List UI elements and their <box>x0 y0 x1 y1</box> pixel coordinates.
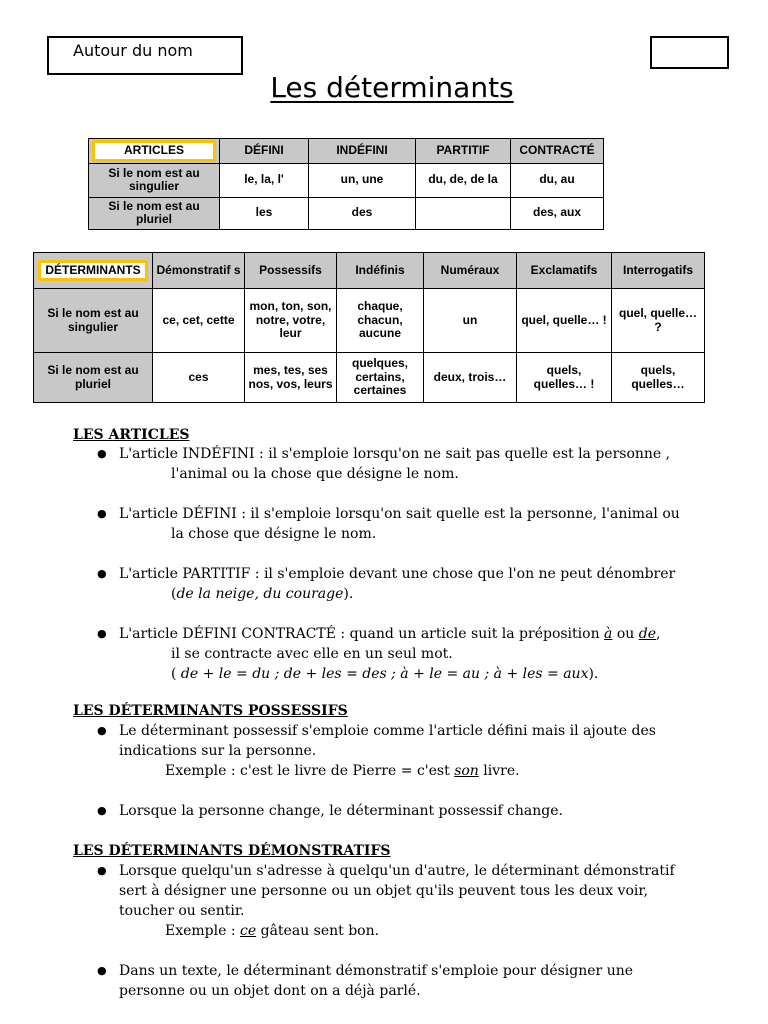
list-item: ● Lorsque quelqu'un s'adresse à quelqu'un d'autre, le déterminant démonstratif sert à désigner une personne ou un objet qu'ils peuvent tous les deux voir, toucher ou sentir. Exemple : ce gâteau sent bon. <box>97 863 675 939</box>
row-label: Si le nom est au pluriel <box>89 197 220 229</box>
table-header-cell: ARTICLES <box>89 139 220 164</box>
table-cell: le, la, l' <box>220 163 309 197</box>
table-header-cell: Numéraux <box>424 253 517 289</box>
table-cell: mon, ton, son, notre, votre, leur <box>245 289 337 353</box>
determinants-table <box>33 252 705 403</box>
bullet-icon: ● <box>97 567 107 580</box>
bullet-icon: ● <box>97 507 107 520</box>
table-cell: ces <box>153 353 245 403</box>
table-cell: ce, cet, cette <box>153 289 245 353</box>
table-cell: des <box>309 197 416 229</box>
table-cell: quels, quelles… ! <box>517 353 612 403</box>
table-cell: quelques, certains, certaines <box>337 353 424 403</box>
table-header-cell: INDÉFINI <box>309 139 416 164</box>
table-cell <box>416 197 511 229</box>
bullet-icon: ● <box>97 447 107 460</box>
bullet-icon: ● <box>97 627 107 640</box>
table-row <box>34 289 705 353</box>
bullet-icon: ● <box>97 864 107 877</box>
table-cell: mes, tes, ses nos, vos, leurs <box>245 353 337 403</box>
list-item: ● L'article DÉFINI : il s'emploie lorsqu'on sait quelle est la personne, l'animal ou la chose que désigne le nom. <box>97 506 680 542</box>
chapter-tag-box <box>47 36 243 75</box>
table-header-cell: Interrogatifs <box>612 253 705 289</box>
table-row <box>89 197 604 229</box>
table-header-row <box>34 253 705 289</box>
articles-table <box>88 138 604 230</box>
bullet-icon: ● <box>97 964 107 977</box>
table-cell: chaque, chacun, aucune <box>337 289 424 353</box>
bullet-icon: ● <box>97 804 107 817</box>
table-header-cell: Indéfinis <box>337 253 424 289</box>
section-heading-articles: LES ARTICLES <box>73 427 190 443</box>
table-cell: quel, quelle… ? <box>612 289 705 353</box>
table-cell: du, de, de la <box>416 163 511 197</box>
empty-box <box>650 36 729 69</box>
table-cell: un, une <box>309 163 416 197</box>
row-label: Si le nom est au pluriel <box>34 353 153 403</box>
table-cell: quel, quelle… ! <box>517 289 612 353</box>
table-header-cell: CONTRACTÉ <box>511 139 604 164</box>
table-row <box>34 353 705 403</box>
table-cell: quels, quelles… <box>612 353 705 403</box>
table-header-cell: DÉFINI <box>220 139 309 164</box>
table-header-cell: PARTITIF <box>416 139 511 164</box>
page-title: Les déterminants <box>270 71 514 104</box>
row-label: Si le nom est au singulier <box>34 289 153 353</box>
table-header-cell: DÉTERMINANTS <box>34 253 153 289</box>
list-item: ● L'article DÉFINI CONTRACTÉ : quand un article suit la préposition à ou de, il se contracte avec elle en un seul mot. ( de + le = du ; de + les = des ; à + le = au ; à + les = aux). <box>97 626 661 682</box>
table-cell: les <box>220 197 309 229</box>
list-item: ● L'article PARTITIF : il s'emploie devant une chose que l'on ne peut dénombrer (de la neige, du courage). <box>97 566 676 602</box>
list-item: ● Le déterminant possessif s'emploie comme l'article défini mais il ajoute des indications sur la personne. Exemple : c'est le livre de Pierre = c'est son livre. <box>97 723 656 779</box>
table-cell: des, aux <box>511 197 604 229</box>
table-cell: deux, trois… <box>424 353 517 403</box>
chapter-tag: Autour du nom <box>73 41 193 60</box>
section-heading-possessifs: LES DÉTERMINANTS POSSESSIFS <box>73 703 348 719</box>
table-header-cell: Possessifs <box>245 253 337 289</box>
row-label: Si le nom est au singulier <box>89 163 220 197</box>
list-item: ● Dans un texte, le déterminant démonstratif s'emploie pour désigner une personne ou un objet dont on a déjà parlé. <box>97 963 634 999</box>
list-item: ● L'article INDÉFINI : il s'emploie lorsqu'on ne sait pas quelle est la personne , l'animal ou la chose que désigne le nom. <box>97 446 671 482</box>
table-header-row <box>89 139 604 164</box>
table-header-cell: Démonstratif s <box>153 253 245 289</box>
list-item: ● Lorsque la personne change, le déterminant possessif change. <box>97 803 563 819</box>
table-cell: du, au <box>511 163 604 197</box>
table-header-cell: Exclamatifs <box>517 253 612 289</box>
section-heading-demonstratifs: LES DÉTERMINANTS DÉMONSTRATIFS <box>73 843 391 859</box>
table-cell: un <box>424 289 517 353</box>
table-row <box>89 163 604 197</box>
bullet-icon: ● <box>97 724 107 737</box>
